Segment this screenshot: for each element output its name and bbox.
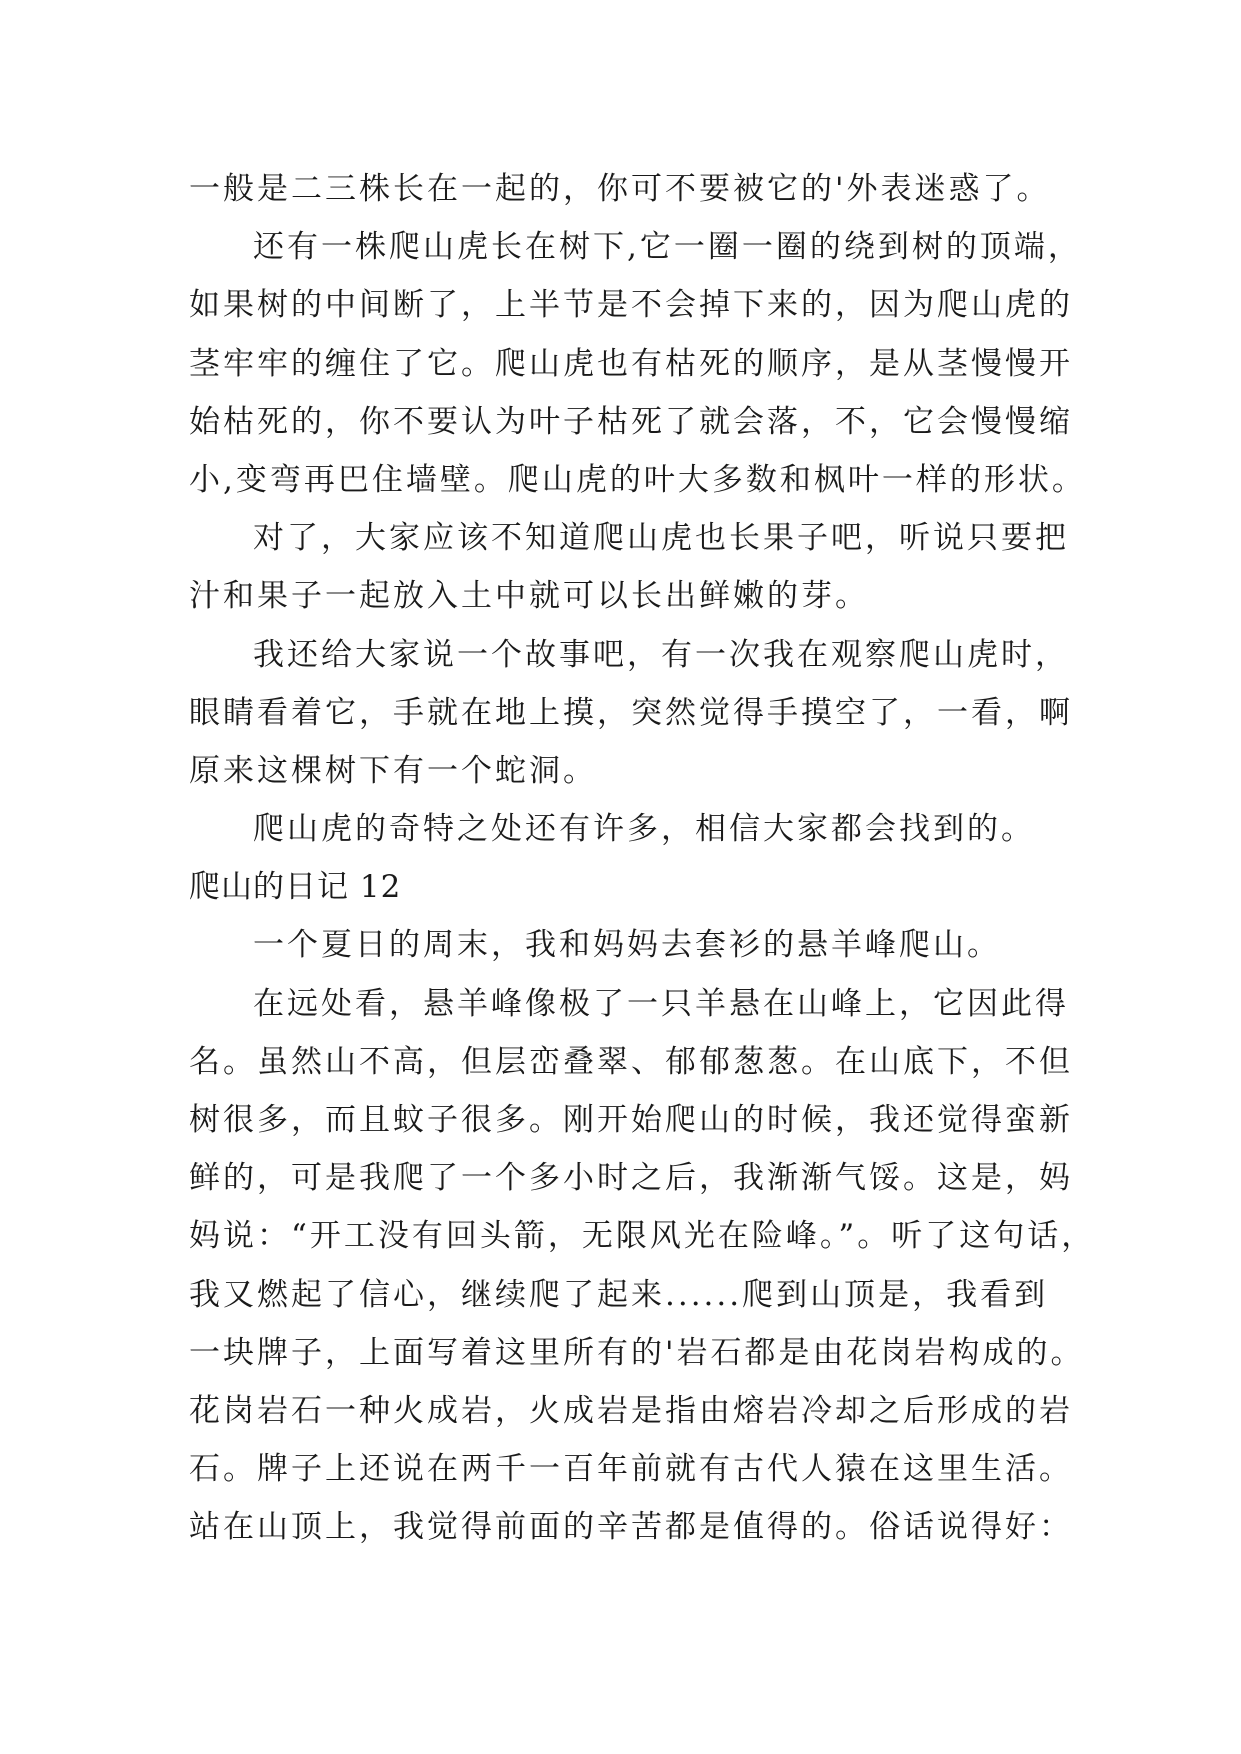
text-line: 站在山顶上，我觉得前面的辛苦都是值得的。俗话说得好： xyxy=(189,1509,1073,1546)
paragraph-start-line: 我还给大家说一个故事吧，有一次我在观察爬山虎时， xyxy=(253,636,1069,673)
paragraph-start-line: 对了，大家应该不知道爬山虎也长果子吧，听说只要把 xyxy=(253,520,1069,557)
text-line: 茎牢牢的缠住了它。爬山虎也有枯死的顺序，是从茎慢慢开 xyxy=(189,345,1073,382)
paragraph-start-line: 一个夏日的周末，我和妈妈去套衫的悬羊峰爬山。 xyxy=(253,927,1001,964)
text-line: 原来这棵树下有一个蛇洞。 xyxy=(189,752,597,789)
paragraph-start-line: 爬山虎的奇特之处还有许多，相信大家都会找到的。 xyxy=(253,811,1035,848)
text-line: 汁和果子一起放入土中就可以长出鲜嫩的芽。 xyxy=(189,578,869,615)
text-line: 一块牌子，上面写着这里所有的'岩石都是由花岗岩构成的。 xyxy=(189,1334,1085,1371)
text-line: 如果树的中间断了，上半节是不会掉下来的，因为爬山虎的 xyxy=(189,287,1073,324)
text-line: 树很多，而且蚊子很多。刚开始爬山的时候，我还觉得蛮新 xyxy=(189,1102,1073,1138)
text-line: 鲜的，可是我爬了一个多小时之后，我渐渐气馁。这是，妈 xyxy=(189,1160,1073,1197)
text-line: 眼睛看着它，手就在地上摸，突然觉得手摸空了，一看，啊 xyxy=(189,694,1073,731)
text-line: 小,变弯再巴住墙壁。爬山虎的叶大多数和枫叶一样的形状。 xyxy=(189,461,1086,498)
paragraph-start-line: 在远处看，悬羊峰像极了一只羊悬在山峰上，它因此得 xyxy=(253,985,1069,1022)
body-text xyxy=(189,160,1096,1557)
text-line: 石。牌子上还说在两千一百年前就有古代人猿在这里生活。 xyxy=(189,1451,1073,1488)
text-line: 花岗岩石一种火成岩，火成岩是指由熔岩冷却之后形成的岩 xyxy=(189,1392,1073,1429)
text-line: 我又燃起了信心，继续爬了起来......爬到山顶是，我看到 xyxy=(189,1276,1049,1313)
text-line: 始枯死的，你不要认为叶子枯死了就会落，不，它会慢慢缩 xyxy=(189,403,1073,440)
paragraph-start-line: 还有一株爬山虎长在树下,它一圈一圈的绕到树的顶端， xyxy=(253,229,1082,266)
section-heading: 爬山的日记 12 xyxy=(189,869,402,906)
text-line: 名。虽然山不高，但层峦叠翠、郁郁葱葱。在山底下，不但 xyxy=(189,1043,1073,1080)
text-line: 一般是二三株长在一起的，你可不要被它的'外表迷惑了。 xyxy=(189,171,1051,207)
text-line: 妈说：“开工没有回头箭，无限风光在险峰。”。听了这句话， xyxy=(189,1218,1096,1255)
